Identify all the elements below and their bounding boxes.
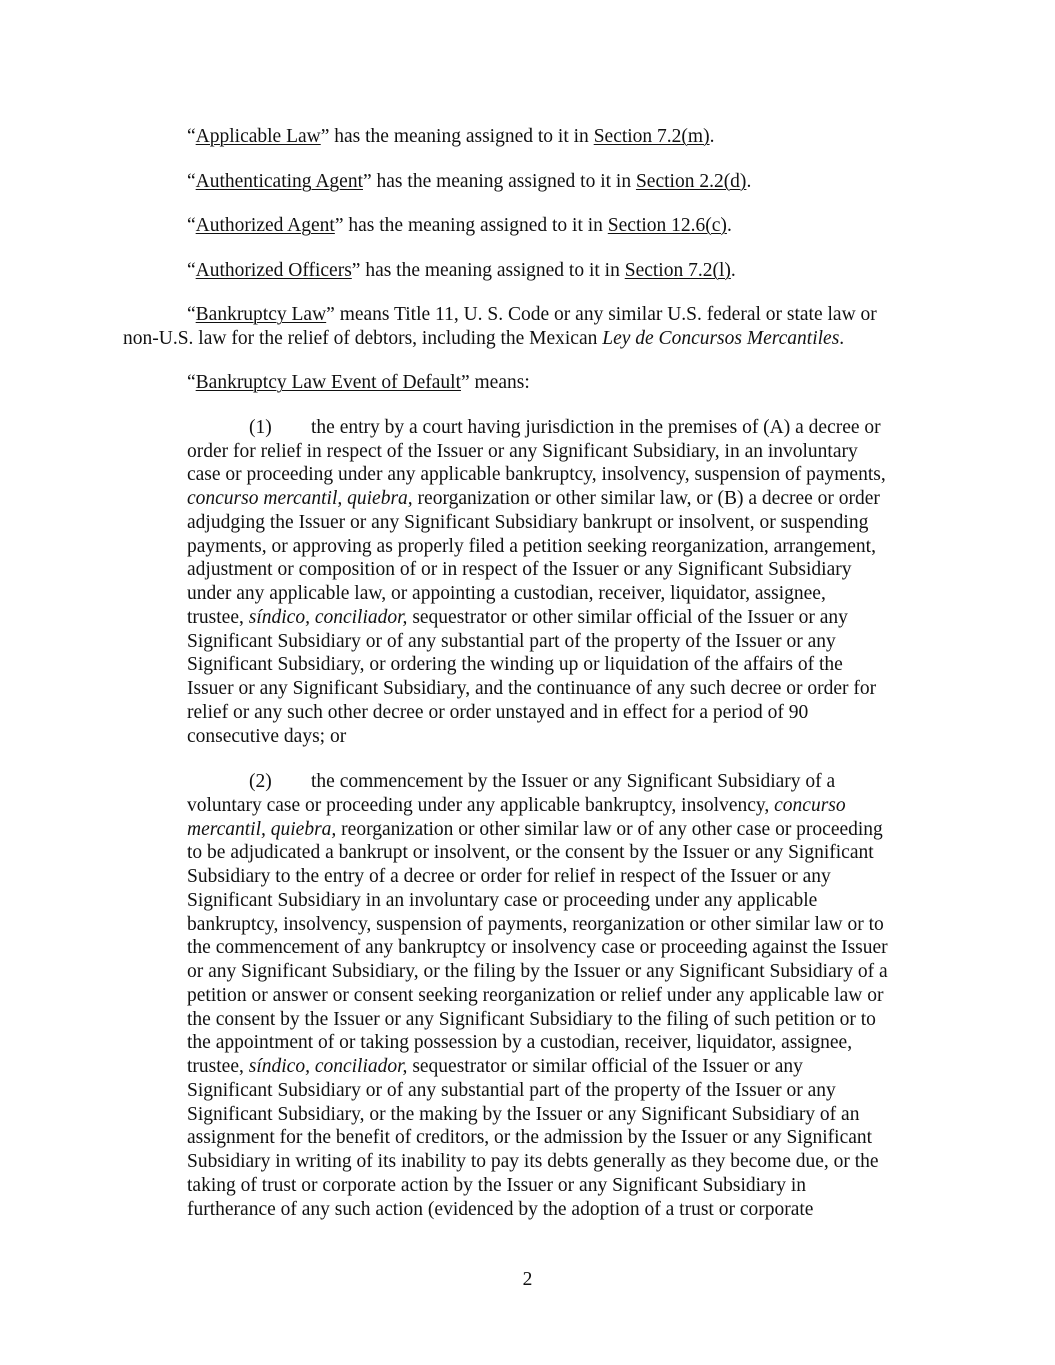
defined-term: Authorized Officers: [195, 260, 352, 281]
section-reference-link[interactable]: Section 7.2(m): [593, 126, 710, 147]
definition-authorized-officers: “Authorized Officers” has the meaning assigned to it in Section 7.2(l).: [187, 260, 736, 281]
definition-authorized-agent: “Authorized Agent” has the meaning assigned to it in Section 12.6(c).: [187, 215, 732, 236]
section-reference-link[interactable]: Section 7.2(l): [624, 260, 731, 281]
definition-bankruptcy-law-line1: “Bankruptcy Law” means Title 11, U. S. Code or any similar U.S. federal or state law or: [187, 304, 877, 325]
definition-authenticating-agent: “Authenticating Agent” has the meaning assigned to it in Section 2.2(d).: [187, 171, 752, 192]
clause-number: (1): [249, 417, 272, 438]
defined-term: Applicable Law: [195, 126, 321, 147]
defined-term: Authenticating Agent: [195, 171, 363, 192]
definition-bankruptcy-law-line2: non-U.S. law for the relief of debtors, including the Mexican Ley de Concursos Mercantiles.: [123, 328, 845, 349]
defined-term: Bankruptcy Law Event of Default: [195, 372, 461, 393]
defined-term: Bankruptcy Law: [195, 304, 327, 325]
defined-term: Authorized Agent: [195, 215, 335, 236]
page-number: 2: [522, 1269, 533, 1290]
definition-event-of-default: “Bankruptcy Law Event of Default” means:: [187, 372, 530, 393]
section-reference-link[interactable]: Section 2.2(d): [635, 171, 747, 192]
section-reference-link[interactable]: Section 12.6(c): [607, 215, 727, 236]
definition-applicable-law: “Applicable Law” has the meaning assigned to it in Section 7.2(m).: [187, 126, 715, 147]
clause-number: (2): [249, 771, 272, 792]
